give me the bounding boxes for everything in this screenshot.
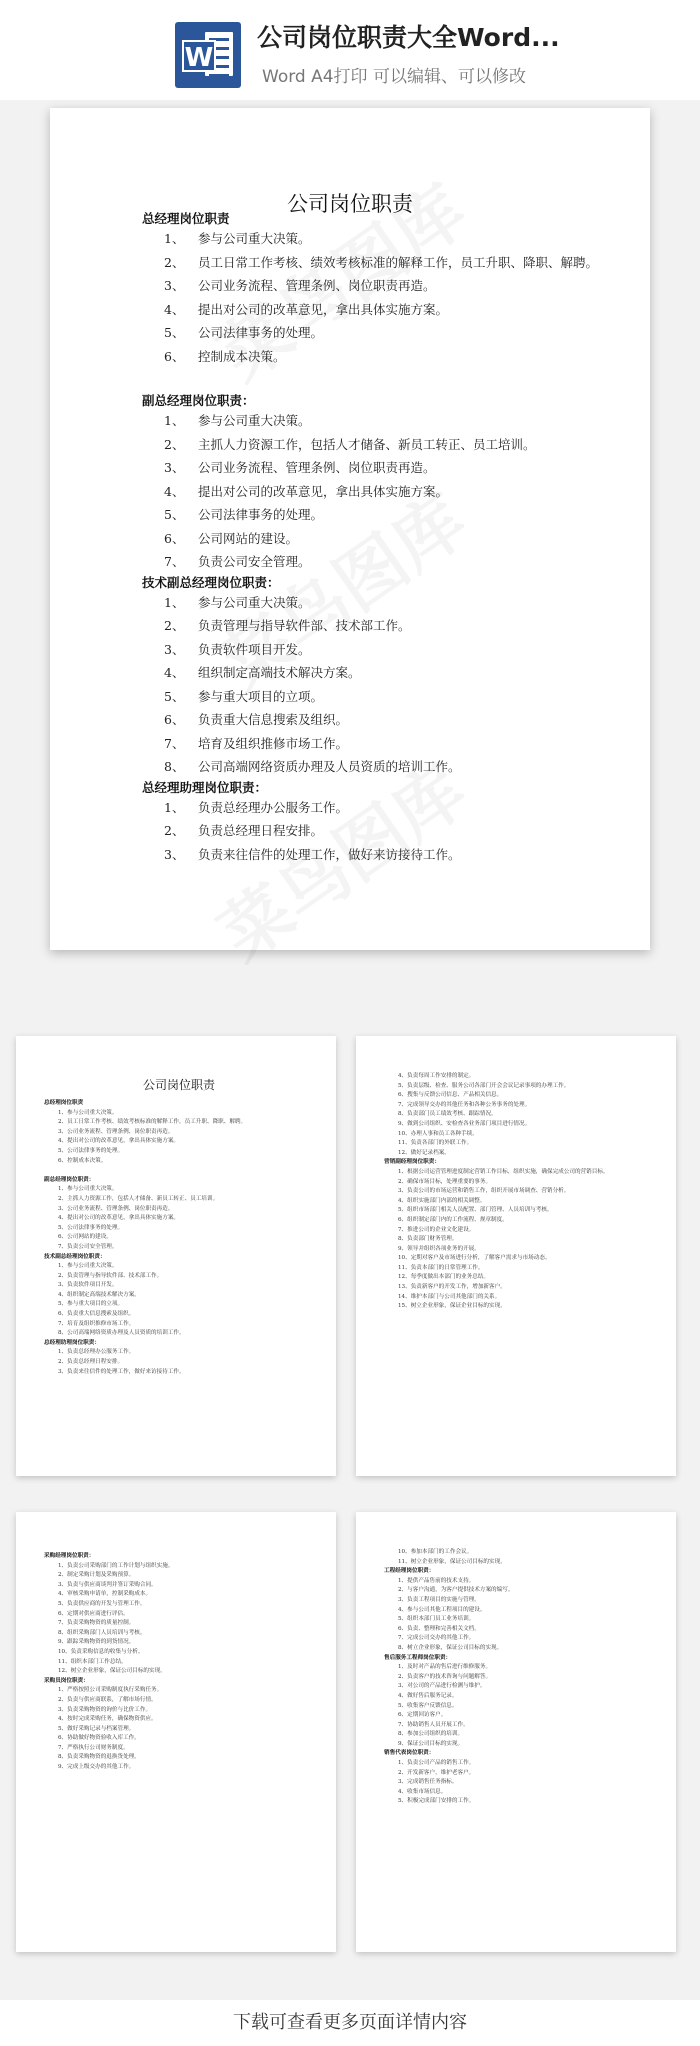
thumbnail-lines — [384, 1072, 654, 1312]
item-text: 公司网站的建设。 — [198, 530, 299, 546]
thumbnail-line: 3、负责与供应商谈判并签订采购合同。 — [58, 1581, 157, 1588]
thumbnail-line: 12、做好记录档案。 — [398, 1149, 450, 1156]
thumbnail-line: 3、公司业务流程、管理条例、岗位职责再造。 — [58, 1205, 174, 1212]
item-text: 公司法律事务的处理。 — [198, 325, 324, 340]
list-item — [142, 321, 612, 345]
item-number: 1、 — [164, 799, 185, 815]
item-text: 公司业务流程、管理条例、岗位职责再造。 — [198, 278, 436, 293]
thumbnail-line: 9、领导并组织各项业务的开展。 — [398, 1245, 480, 1252]
page-thumbnail-2[interactable] — [356, 1036, 676, 1476]
thumbnail-line: 9、保证公司目标的实现。 — [398, 1740, 464, 1747]
item-text: 员工日常工作考核、绩效考核标准的解释工作，员工升职、降职、解聘。 — [198, 254, 599, 270]
thumbnail-line: 6、公司网站的建设。 — [58, 1234, 112, 1241]
thumbnail-line: 3、完成销售任务指标。 — [398, 1779, 458, 1786]
thumbnail-lines — [44, 1099, 314, 1377]
thumbnail-line: 2、员工日常工作考核、绩效考核标准的解释工作，员工升职、降职、解聘。 — [58, 1119, 247, 1126]
thumbnail-line: 3、负责软件项目开发。 — [58, 1282, 118, 1289]
section-heading: 副总经理岗位职责： — [142, 393, 255, 408]
thumbnail-line: 7、严格执行公司财务制度。 — [58, 1744, 129, 1751]
thumbnail-line: 4、参与公司其他工程项目的建设。 — [398, 1606, 486, 1613]
list-item — [142, 345, 612, 369]
thumbnail-line: 5、负责供应商的开发与管理工作。 — [58, 1600, 146, 1607]
item-number: 1、 — [164, 413, 185, 428]
list-item — [142, 708, 612, 732]
thumbnail-line: 4、组织实施部门内部的相关调整。 — [398, 1197, 486, 1204]
item-text: 公司法律事务的处理。 — [198, 507, 324, 522]
item-text: 提出对公司的改革意见，拿出具体实施方案。 — [198, 301, 449, 317]
thumbnail-line: 5、负责层级、检查、服务公司各部门开会会议记录事项的办理工作。 — [398, 1082, 570, 1089]
item-text: 公司高端网络资质办理及人员资质的培训工作。 — [198, 759, 461, 774]
header-title: 公司岗位职责大全Word... — [257, 23, 560, 52]
item-text: 培育及组织推修市场工作。 — [198, 735, 349, 751]
list-item — [142, 843, 612, 867]
item-number: 6、 — [164, 530, 185, 546]
list-item — [142, 732, 612, 756]
item-text: 组织制定高端技术解决方案。 — [198, 665, 361, 680]
thumbnail-line: 9、完成上级交办的其他工作。 — [58, 1764, 135, 1771]
thumbnail-heading: 技术副总经理岗位职责： — [44, 1253, 106, 1260]
thumbnail-line: 2、制定采购计划及采购预算。 — [58, 1572, 135, 1579]
item-text: 主抓人力资源工作，包括人才储备、新员工转正、员工培训。 — [198, 436, 536, 452]
thumbnail-heading: 营销副经理岗位职责： — [384, 1159, 440, 1166]
item-text: 参与公司重大决策。 — [198, 231, 311, 246]
item-number: 3、 — [164, 460, 185, 475]
thumbnail-line: 15、树立企业形象，保证企业目标的实现。 — [398, 1303, 506, 1310]
item-number: 3、 — [164, 641, 185, 657]
item-text: 提出对公司的改革意见，拿出具体实施方案。 — [198, 483, 449, 499]
item-number: 8、 — [164, 759, 185, 774]
item-number: 2、 — [164, 436, 185, 452]
thumbnail-line: 4、组织制定高端技术解决方案。 — [58, 1291, 140, 1298]
list-item — [142, 433, 612, 457]
page-thumbnail-1[interactable] — [16, 1036, 336, 1476]
item-number: 3、 — [164, 278, 185, 293]
section-gap — [142, 368, 612, 392]
footer-more-pages-link[interactable]: 下载可查看更多页面详情内容 — [0, 2000, 700, 2046]
list-item — [142, 550, 612, 574]
thumbnail-line: 2、主抓人力资源工作，包括人才储备、新员工转正、员工培训。 — [58, 1195, 219, 1202]
item-text: 公司业务流程、管理条例、岗位职责再造。 — [198, 460, 436, 475]
item-text: 参与公司重大决策。 — [198, 413, 311, 428]
thumbnail-line: 8、公司高端网络资质办理及人员资质的培训工作。 — [58, 1330, 185, 1337]
thumbnail-line: 11、组织本部门工作总结。 — [58, 1658, 127, 1665]
item-text: 负责管理与指导软件部、技术部工作。 — [198, 618, 411, 633]
item-number: 6、 — [164, 348, 185, 364]
page-thumbnail-3[interactable] — [16, 1512, 336, 1952]
thumbnail-line: 3、对公司的产品进行检测与维护。 — [398, 1683, 486, 1690]
thumbnail-line: 7、完成公司交办的其他工作。 — [398, 1635, 475, 1642]
list-item — [142, 503, 612, 527]
thumbnail-line: 6、定期对供应商进行评估。 — [58, 1610, 129, 1617]
thumbnail-line: 6、协助做好物资验收入库工作。 — [58, 1735, 140, 1742]
thumbnail-line: 4、按时完成采购任务，确保物资供应。 — [58, 1716, 157, 1723]
list-item — [142, 409, 612, 433]
list-item — [142, 755, 612, 779]
section-heading: 总经理助理岗位职责： — [142, 779, 268, 795]
thumbnail-line: 1、及时对产品的售后进行维修服务。 — [398, 1664, 492, 1671]
list-item — [142, 685, 612, 709]
item-number: 2、 — [164, 823, 185, 838]
list-item — [142, 527, 612, 551]
list-item — [142, 274, 612, 298]
list-item — [142, 796, 612, 820]
item-number: 4、 — [164, 301, 185, 317]
item-text: 控制成本决策。 — [198, 348, 286, 364]
thumbnail-line — [44, 1166, 314, 1176]
thumbnail-line: 1、负责总经理办公服务工作。 — [58, 1349, 135, 1356]
item-text: 负责公司安全管理。 — [198, 554, 311, 569]
thumbnail-line: 8、负责部门员工绩效考核、跟踪情况。 — [398, 1111, 497, 1118]
item-number: 1、 — [164, 231, 185, 246]
thumbnail-line: 7、完成领导交办的其他任务和各种公务事务的处理。 — [398, 1101, 531, 1108]
item-text: 负责来往信件的处理工作，做好来访接待工作。 — [198, 846, 461, 862]
thumbnail-line: 1、负责公司采购部门的工作计划与组织实施。 — [58, 1562, 174, 1569]
thumbnail-line: 6、负责、整理和完善相关文档。 — [398, 1625, 480, 1632]
thumbnail-lines — [44, 1552, 314, 1773]
thumbnail-line: 1、参与公司重大决策。 — [58, 1186, 118, 1193]
list-item — [142, 591, 612, 615]
list-item — [142, 251, 612, 275]
item-text: 负责总经理办公服务工作。 — [198, 799, 349, 815]
item-number: 2、 — [164, 618, 185, 633]
item-text: 负责软件项目开发。 — [198, 641, 311, 657]
thumbnail-line: 4、审核采购申请单，控制采购成本。 — [58, 1591, 152, 1598]
item-number: 7、 — [164, 554, 185, 569]
thumbnail-line: 1、根据公司运营管理进度制定营销工作目标，组织实施，确保完成公司的营销目标。 — [398, 1168, 609, 1175]
thumbnail-line: 1、负责公司产品的销售工作。 — [398, 1760, 475, 1767]
item-number: 6、 — [164, 712, 185, 727]
thumbnail-line: 10、参加本部门的工作会议。 — [398, 1549, 473, 1555]
thumbnail-heading: 副总经理岗位职责： — [44, 1176, 95, 1183]
thumbnail-line: 1、提供产品售前的技术支持。 — [398, 1577, 475, 1584]
thumbnail-line: 2、与客户沟通，为客户提供技术方案的编写。 — [398, 1587, 514, 1594]
thumbnail-line: 5、组织本部门员工业务培训。 — [398, 1616, 475, 1623]
thumbnail-line: 7、负责公司安全管理。 — [58, 1243, 118, 1250]
thumbnail-line: 5、积极完成部门安排的工作。 — [398, 1798, 475, 1805]
thumbnail-line: 5、参与重大项目的立项。 — [58, 1301, 124, 1308]
thumbnail-line: 6、组织制定部门内的工作流程、规章制度。 — [398, 1216, 508, 1223]
thumbnail-heading: 售后服务工程师岗位职责： — [384, 1654, 452, 1661]
item-text: 负责总经理日程安排。 — [198, 823, 324, 838]
thumbnail-line: 1、参与公司重大决策。 — [58, 1109, 118, 1116]
thumbnail-line: 4、提出对公司的改革意见，拿出具体实施方案。 — [58, 1138, 180, 1145]
thumbnail-line: 6、负责重大信息搜索及组织。 — [58, 1311, 135, 1318]
thumbnail-line: 8、负责部门财务管理。 — [398, 1236, 458, 1243]
thumbnail-line: 4、提出对公司的改革意见，拿出具体实施方案。 — [58, 1215, 180, 1222]
thumbnail-line: 6、定期回访客户。 — [398, 1712, 447, 1719]
document-content — [142, 210, 612, 866]
item-number: 7、 — [164, 735, 185, 751]
thumbnail-lines — [384, 1548, 654, 1807]
thumbnail-line: 10、办理人事和员工各种手续。 — [398, 1130, 478, 1137]
thumbnail-heading: 总经理助理岗位职责： — [44, 1339, 100, 1346]
thumbnail-line: 4、收集市场信息。 — [398, 1788, 447, 1795]
thumbnail-line: 8、参加公司组织的培训。 — [398, 1731, 464, 1738]
section-heading: 技术副总经理岗位职责： — [142, 574, 280, 590]
thumbnail-heading: 销售代表岗位职责： — [384, 1750, 435, 1757]
list-item — [142, 456, 612, 480]
item-number: 4、 — [164, 483, 185, 499]
thumbnail-line: 9、跟踪采购物资的到货情况。 — [58, 1639, 135, 1646]
list-item — [142, 227, 612, 251]
thumbnail-line: 6、搜集与反馈公司信息、产品相关信息。 — [398, 1092, 503, 1099]
thumbnail-line: 7、协助销售人员开展工作。 — [398, 1721, 469, 1728]
item-text: 参与公司重大决策。 — [198, 594, 311, 610]
thumbnail-line: 3、负责来往信件的处理工作，做好来访接待工作。 — [58, 1368, 185, 1375]
thumbnail-line: 10、定期对客户及市场进行分析，了解客户需求与市场动态。 — [398, 1255, 551, 1262]
thumbnail-line: 5、组织市场部门相关人员配置、部门管理、人员培训与考核。 — [398, 1207, 553, 1214]
thumbnail-line: 1、严格按照公司采购制度执行采购任务。 — [58, 1687, 163, 1694]
item-text: 负责重大信息搜索及组织。 — [198, 712, 349, 727]
thumbnail-line: 2、确保市场目标，处理重要的事务。 — [398, 1178, 492, 1185]
item-number: 3、 — [164, 846, 185, 862]
thumbnail-line: 4、做好售后服务记录。 — [398, 1692, 458, 1699]
thumbnail-line: 5、做好采购记录与档案管理。 — [58, 1725, 135, 1732]
thumbnail-heading: 采购经理岗位职责： — [44, 1553, 95, 1559]
thumbnail-line: 2、负责总经理日程安排。 — [58, 1359, 124, 1366]
thumbnail-line: 5、公司法律事务的处理。 — [58, 1224, 124, 1231]
thumbnail-line: 12、树立企业形象，保证公司目标的实现。 — [58, 1668, 166, 1675]
thumbnail-line: 7、推进公司的企业文化建设。 — [398, 1226, 475, 1233]
thumbnail-line: 3、负责工程项目的实施与管理。 — [398, 1596, 480, 1603]
list-item — [142, 638, 612, 662]
thumbnail-line: 11、负责本部门的日常管理工作。 — [398, 1264, 484, 1271]
thumbnail-line: 8、组织采购部门人员培训与考核。 — [58, 1629, 146, 1636]
thumbnail-line: 2、负责客户的技术咨询与问题解答。 — [398, 1673, 492, 1680]
section-heading: 总经理岗位职责 — [142, 211, 230, 226]
list-item — [142, 614, 612, 638]
thumbnail-line: 8、树立企业形象，保证公司目标的实现。 — [398, 1644, 503, 1651]
thumbnail-line: 2、开发新客户，维护老客户。 — [398, 1769, 475, 1776]
thumbnail-line: 11、树立企业形象，保证公司目标的实现。 — [398, 1558, 506, 1565]
thumbnail-line: 6、控制成本决策。 — [58, 1157, 107, 1164]
header — [0, 0, 700, 100]
page-thumbnail-4[interactable] — [356, 1512, 676, 1952]
thumbnail-title: 公司岗位职责 — [142, 1078, 215, 1092]
thumbnail-line: 13、负责新客户的开发工作，增加新客户。 — [398, 1284, 506, 1291]
list-item — [142, 298, 612, 322]
list-item — [142, 819, 612, 843]
document-title: 公司岗位职责 — [287, 192, 413, 216]
thumbnail-heading: 总经理岗位职责 — [44, 1100, 84, 1106]
thumbnail-line: 5、收集客户反馈信息。 — [398, 1702, 458, 1709]
thumbnail-line: 9、做到公司组织、安检查各业务部门项目进行情况。 — [398, 1120, 531, 1127]
item-number: 2、 — [164, 254, 185, 270]
item-number: 5、 — [164, 325, 185, 340]
item-text: 参与重大项目的立项。 — [198, 688, 324, 704]
list-item — [142, 480, 612, 504]
document-page-preview — [50, 108, 650, 950]
thumbnail-line: 1、参与公司重大决策。 — [58, 1263, 118, 1270]
word-icon: W — [175, 22, 241, 88]
thumbnail-line: 7、培育及组织推修市场工作。 — [58, 1320, 135, 1327]
thumbnail-line: 14、维护本部门与公司其他部门的关系。 — [398, 1293, 501, 1300]
thumbnail-line: 11、负责各部门的外联工作。 — [398, 1140, 473, 1147]
thumbnail-line: 7、负责采购物资的质量控制。 — [58, 1620, 135, 1627]
thumbnail-line: 3、负责公司的市场运营和销售工作，组织开展市场调查、营销分析。 — [398, 1188, 570, 1195]
item-number: 5、 — [164, 507, 185, 522]
thumbnail-heading: 采购员岗位职责： — [44, 1677, 89, 1684]
thumbnail-line: 2、负责与供应商联系，了解市场行情。 — [58, 1696, 157, 1703]
thumbnail-line: 10、负责采购信息的收集与分析。 — [58, 1648, 144, 1655]
item-number: 4、 — [164, 665, 185, 680]
thumbnail-heading: 工程经理岗位职责： — [384, 1568, 435, 1575]
header-subtitle: Word A4打印 可以编辑、可以修改 — [262, 67, 526, 87]
thumbnail-line: 3、公司业务流程、管理条例、岗位职责再造。 — [58, 1128, 174, 1135]
thumbnail-line: 5、公司法律事务的处理。 — [58, 1147, 124, 1154]
thumbnail-line: 12、每季度做出本部门的业务总结。 — [398, 1274, 490, 1281]
item-number: 5、 — [164, 688, 185, 704]
list-item — [142, 661, 612, 685]
thumbnail-line: 2、负责管理与指导软件部、技术部工作。 — [58, 1272, 163, 1279]
thumbnail-line: 4、负责每周工作安排的制定。 — [398, 1073, 475, 1079]
item-number: 1、 — [164, 594, 185, 610]
thumbnail-line: 8、负责采购物资的退换货处理。 — [58, 1754, 140, 1761]
thumbnail-line: 3、负责采购物资的询价与比价工作。 — [58, 1706, 152, 1713]
